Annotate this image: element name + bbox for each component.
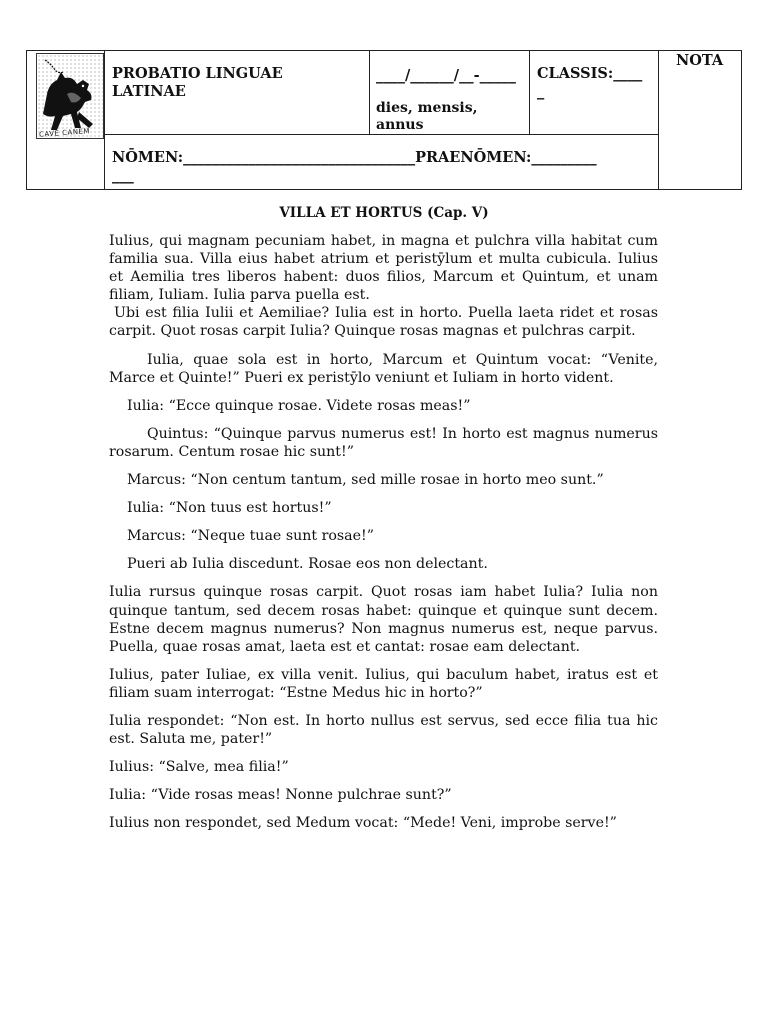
name-field-line2: ___ xyxy=(112,167,134,184)
paragraph: Marcus: “Neque tuae sunt rosae!” xyxy=(127,528,374,545)
class-field-line2: _ xyxy=(537,83,545,100)
logo-caption: CAVE CANEM xyxy=(38,127,91,139)
class-field-line1: CLASSIS:____ xyxy=(537,65,643,82)
name-field-line1: NŌMEN:________________________________PRAENŌMEN:_________ xyxy=(112,149,597,166)
paragraph: Iulia: “Non tuus est hortus!” xyxy=(127,500,332,517)
grade-label: NOTA xyxy=(676,52,724,69)
header-border-top xyxy=(26,50,742,51)
paragraph: Pueri ab Iulia discedunt. Rosae eos non delectant. xyxy=(127,556,488,573)
worksheet-header xyxy=(26,50,742,190)
class-field[interactable] xyxy=(537,65,642,101)
paragraph: Marcus: “Non centum tantum, sed mille rosae in horto meo sunt.” xyxy=(127,472,604,489)
paragraph: Ubi est filia Iulii et Aemiliae? Iulia est in horto. Puella laeta ridet et rosas carpit. Quot rosas carpit Iulia? Quinque rosas magnas et pulchras carpit. xyxy=(109,305,658,340)
reading-passage xyxy=(109,232,658,842)
name-field[interactable] xyxy=(112,149,657,185)
header-divider-class xyxy=(529,50,530,135)
paragraph: Quintus: “Quinque parvus numerus est! In horto est magnus numerus rosarum. Centum rosae hic sunt!” xyxy=(109,425,658,460)
paragraph: Iulia, quae sola est in horto, Marcum et Quintum vocat: “Venite, Marce et Quinte!” Pueri ex peristȳlo veniunt et Iuliam in horto vident. xyxy=(109,351,658,386)
reading-title: VILLA ET HORTUS (Cap. V) xyxy=(279,205,489,221)
header-border-left xyxy=(26,50,27,190)
header-border-right xyxy=(741,50,742,190)
paragraph: Iulius, pater Iuliae, ex villa venit. Iulius, qui baculum habet, iratus est et filiam suam interrogat: “Estne Medus hic in horto?” xyxy=(109,666,658,701)
paragraph: Iulius: “Salve, mea filia!” xyxy=(109,759,289,776)
course-title xyxy=(112,65,283,101)
course-title-line2: LATINAE xyxy=(112,83,186,100)
header-border-bottom xyxy=(26,189,742,190)
header-divider-logo xyxy=(104,50,105,190)
header-divider-grade xyxy=(658,50,659,190)
date-label: dies, mensis, annus xyxy=(376,100,478,133)
date-field[interactable]: ____/______/__-_____ xyxy=(376,67,516,84)
header-divider-date xyxy=(369,50,370,135)
course-title-line1: PROBATIO LINGUAE xyxy=(112,65,283,82)
paragraph: Iulius non respondet, sed Medum vocat: “Mede! Veni, improbe serve!” xyxy=(109,815,617,832)
dog-mosaic-icon xyxy=(37,54,103,138)
paragraph: Iulia: “Ecce quinque rosae. Videte rosas meas!” xyxy=(127,397,471,414)
header-divider-row xyxy=(104,134,659,135)
paragraph: Iulia respondet: “Non est. In horto nullus est servus, sed ecce filia tua hic est. Saluta me, pater!” xyxy=(109,712,658,748)
cave-canem-logo xyxy=(36,53,104,139)
paragraph: Iulia: “Vide rosas meas! Nonne pulchrae sunt?” xyxy=(109,787,452,804)
paragraph: Iulius, qui magnam pecuniam habet, in magna et pulchra villa habitat cum familia sua. Villa eius habet atrium et peristȳlum et multa cubicula. Iulius et Aemilia tres liberos habent: duos filios, Marcum et Quintum, et unam filiam, Iuliam. Iulia parva puella est. xyxy=(109,233,658,304)
paragraph: Iulia rursus quinque rosas carpit. Quot rosas iam habet Iulia? Iulia non quinque tantum, sed decem rosas habet: quinque et quinque sunt decem. Estne decem magnus numerus? Non magnus numerus est, neque parvus. Puella, quae rosas amat, laeta est et cantat: rosae eam delectant. xyxy=(109,584,658,655)
